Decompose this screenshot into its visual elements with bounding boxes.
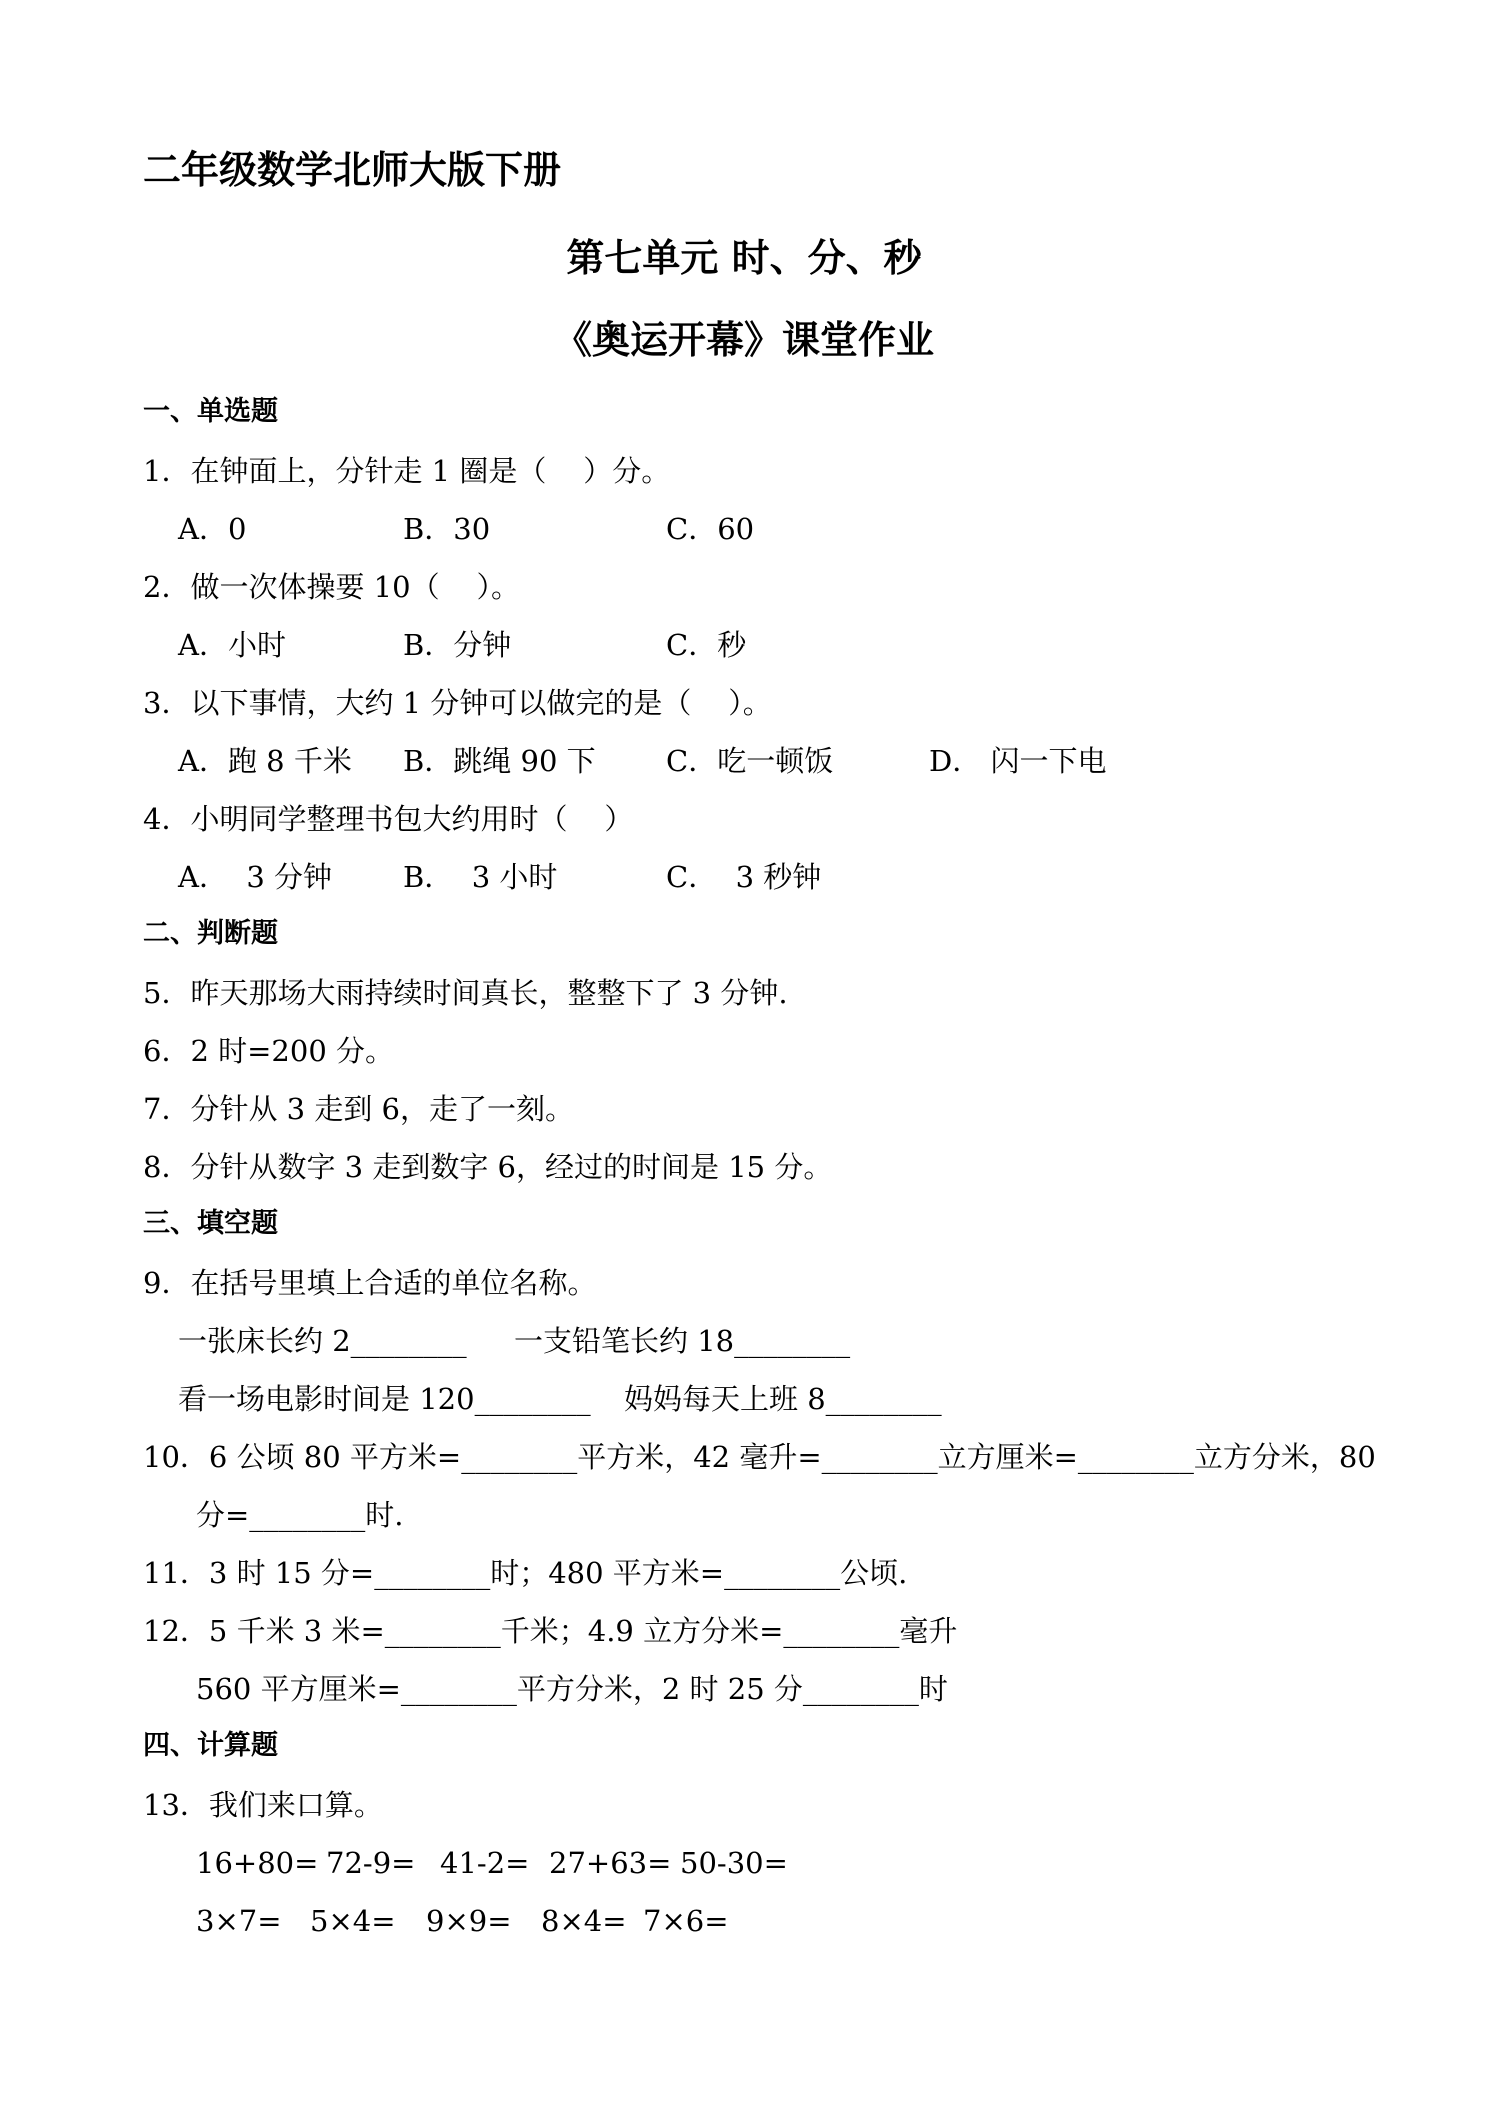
calc-row2-item: 9×9= bbox=[426, 1904, 512, 1938]
section-title-true-false: 二、判断题 bbox=[143, 918, 278, 949]
calc-row1-item: 41-2= bbox=[440, 1846, 530, 1880]
book-title: 二年级数学北师大版下册 bbox=[143, 148, 562, 192]
question-9: 9．在括号里填上合适的单位名称。 bbox=[143, 1266, 597, 1300]
section-title-calculation: 四、计算题 bbox=[143, 1730, 278, 1761]
question-5: 5．昨天那场大雨持续时间真长，整整下了 3 分钟. bbox=[143, 976, 788, 1010]
q1-option-c: C．60 bbox=[666, 512, 755, 546]
question-11: 11．3 时 15 分=________时；480 平方米=________公顷. bbox=[143, 1556, 908, 1590]
question-7: 7．分针从 3 走到 6，走了一刻。 bbox=[143, 1092, 575, 1126]
q9-line2-part1: 看一场电影时间是 120________ bbox=[178, 1382, 591, 1416]
q3-option-b: B．跳绳 90 下 bbox=[403, 744, 596, 778]
q2-option-c: C．秒 bbox=[666, 628, 747, 662]
calc-row1-item: 72-9= bbox=[326, 1846, 416, 1880]
q9-line2-part2: 妈妈每天上班 8________ bbox=[624, 1382, 942, 1416]
q1-option-b: B．30 bbox=[403, 512, 491, 546]
section-title-single-choice: 一、单选题 bbox=[143, 396, 278, 427]
question-8: 8．分针从数字 3 走到数字 6，经过的时间是 15 分。 bbox=[143, 1150, 833, 1184]
question-1: 1．在钟面上，分针走 1 圈是（ ）分。 bbox=[143, 454, 671, 488]
q2-option-a: A．小时 bbox=[178, 628, 286, 662]
q4-option-a: A． 3 分钟 bbox=[178, 860, 333, 894]
lesson-title: 《奥运开幕》课堂作业 bbox=[553, 318, 934, 362]
q4-option-c: C． 3 秒钟 bbox=[666, 860, 822, 894]
question-2: 2．做一次体操要 10（ ）。 bbox=[143, 570, 520, 604]
question-6: 6．2 时=200 分。 bbox=[143, 1034, 394, 1068]
calc-row1-item: 27+63= bbox=[549, 1846, 672, 1880]
question-12-line2: 560 平方厘米=________平方分米，2 时 25 分________时 bbox=[196, 1672, 948, 1706]
q1-option-a: A．0 bbox=[178, 512, 247, 546]
q2-option-b: B．分钟 bbox=[403, 628, 512, 662]
unit-title: 第七单元 时、分、秒 bbox=[566, 236, 922, 280]
section-title-fill-blank: 三、填空题 bbox=[143, 1208, 278, 1239]
calc-row2-item: 8×4= bbox=[541, 1904, 627, 1938]
calc-row2-item: 3×7= bbox=[196, 1904, 282, 1938]
question-12-line1: 12．5 千米 3 米=________千米；4.9 立方分米=________毫升 bbox=[143, 1614, 958, 1648]
calc-row2-item: 7×6= bbox=[643, 1904, 729, 1938]
calc-row2-item: 5×4= bbox=[310, 1904, 396, 1938]
q4-option-b: B． 3 小时 bbox=[403, 860, 558, 894]
q9-line1-part2: 一支铅笔长约 18________ bbox=[514, 1324, 851, 1358]
question-4: 4．小明同学整理书包大约用时（ ） bbox=[143, 802, 634, 836]
question-10-line1: 10．6 公顷 80 平方米=________平方米，42 毫升=________立方厘米=________立方分米，80 bbox=[143, 1440, 1376, 1474]
q3-option-c: C．吃一顿饭 bbox=[666, 744, 834, 778]
question-10-line2: 分=________时. bbox=[196, 1498, 404, 1532]
q9-line1-part1: 一张床长约 2________ bbox=[178, 1324, 467, 1358]
question-13: 13．我们来口算。 bbox=[143, 1788, 383, 1822]
q3-option-d: D． 闪一下电 bbox=[929, 744, 1107, 778]
q3-option-a: A．跑 8 千米 bbox=[178, 744, 352, 778]
calc-row1-item: 16+80= bbox=[196, 1846, 319, 1880]
calc-row1-item: 50-30= bbox=[680, 1846, 788, 1880]
question-3: 3．以下事情，大约 1 分钟可以做完的是（ ）。 bbox=[143, 686, 772, 720]
